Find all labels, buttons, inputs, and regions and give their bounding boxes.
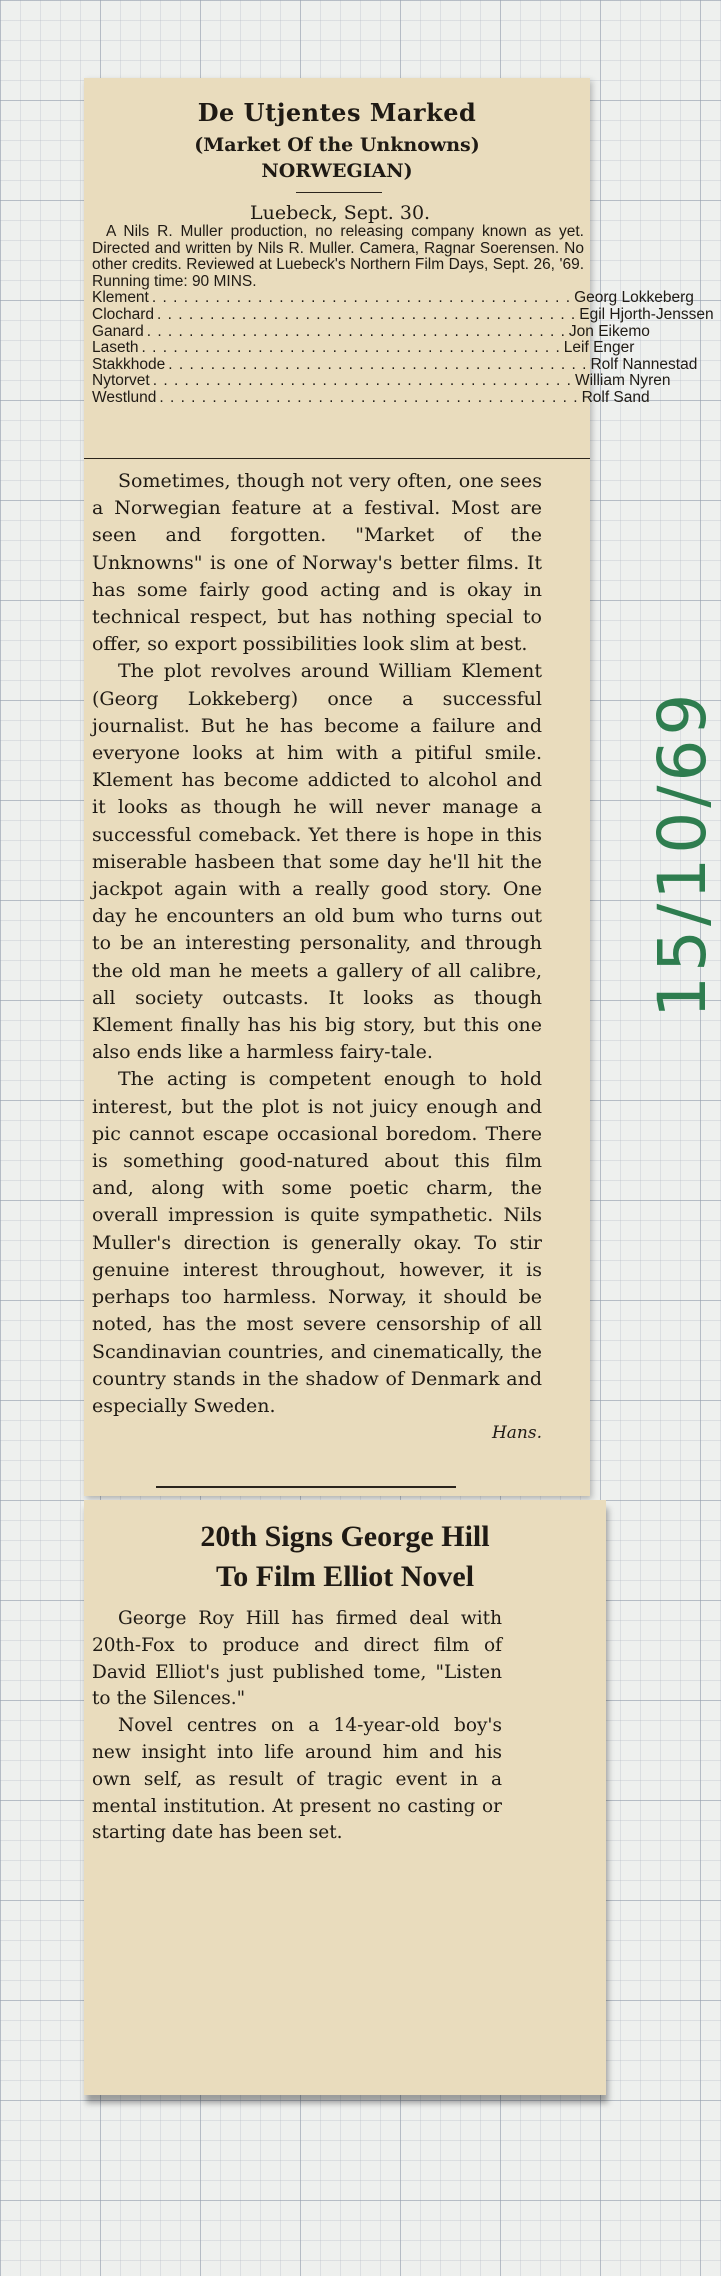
cast-row [92, 372, 671, 390]
credits-text: A Nils R. Muller production, no releasing company known as yet. Directed and written by Nils R. Muller. Camera, Ragnar Soerensen. No other credits. Reviewed at Luebeck's Northern Film Days, Sept. 26, '69. Running time: 90 MINS. [92, 223, 584, 290]
review-subtitle-language: NORWEGIAN) [261, 160, 413, 182]
cast-list [92, 289, 714, 406]
leader-dots [142, 340, 561, 357]
reviewer-signature: Hans. [491, 1423, 542, 1444]
title-divider [296, 192, 382, 193]
cast-row [92, 355, 698, 374]
cast-role: Westlund [92, 388, 157, 406]
cast-actor: Georg Lokkeberg [574, 289, 694, 307]
leader-dots [159, 390, 578, 407]
cast-role: Ganard [92, 322, 144, 340]
cast-actor: Leif Enger [563, 339, 635, 357]
cast-role: Stakkhode [92, 355, 166, 373]
cast-row [92, 289, 694, 307]
cast-actor: Rolf Sand [581, 388, 650, 406]
cast-row [92, 322, 650, 341]
review-title: De Utjentes Marked [197, 98, 477, 127]
dateline: Luebeck, Sept. 30. [250, 202, 431, 224]
news-top-rule [156, 1486, 456, 1488]
cast-actor: Jon Eikemo [568, 322, 650, 340]
review-paragraph: The acting is competent enough to hold interest, but the plot is not juicy enough and pic cannot escape occasional boredom. There is something good-natured about this film and, along with some poetic charm, the overall impression is quite sympathetic. Nils Muller's direction is generally okay. To stir genuine interest throughout, however, it is perhaps too harmless. Norway, it should be noted, has the most severe censorship of all Scandinavian countries, and cinematically, the country stands in the shadow of Denmark and especially Sweden. [92, 1068, 542, 1417]
cast-actor: Rolf Nannestad [590, 355, 698, 373]
cast-role: Clochard [92, 305, 155, 323]
cast-row [92, 388, 650, 407]
review-subtitle-english: (Market Of the Unknowns) [194, 134, 480, 156]
cast-role: Nytorvet [92, 372, 150, 390]
news-paragraph: Novel centres on a 14-year-old boy's new insight into life around him and his own self, as result of tragic event in a mental institution. At present no casting or starting date has been set. [92, 1715, 502, 1844]
leader-dots [147, 324, 566, 341]
credits-block [92, 223, 714, 407]
news-paragraph: George Roy Hill has firmed deal with 20th-Fox to produce and direct film of David Elliot's just published tome, "Listen to the Silences." [92, 1608, 502, 1710]
leader-dots [168, 357, 587, 374]
handwritten-date: 15/10/69 [644, 689, 721, 1018]
review-paragraph: Sometimes, though not very often, one sees a Norwegian feature at a festival. Most are seen and forgotten. "Market of the Unknowns" is one of Norway's better films. It has some fairly good acting and is okay in technical respect, but has nothing special to offer, so export possibilities look slim at best. [92, 470, 542, 656]
section-divider [84, 458, 590, 459]
news-headline-line2: To Film Elliot Novel [215, 1560, 475, 1593]
news-headline-line1: 20th Signs George Hill [200, 1520, 490, 1553]
review-clipping [84, 78, 721, 1496]
news-body [92, 1606, 502, 1847]
cast-actor: Egil Hjorth-Jenssen [579, 305, 714, 323]
review-body [92, 468, 542, 1447]
news-clipping [84, 1500, 606, 2095]
cast-role: Klement [92, 289, 149, 307]
cast-role: Laseth [92, 339, 139, 357]
leader-dots [157, 307, 576, 324]
leader-dots [153, 373, 572, 390]
review-paragraph: The plot revolves around William Klement (Georg Lokkeberg) once a successful journalist. But he has become a failure and everyone looks at him with a pitiful smile. Klement has become addicted to alcohol and it looks as though he will never manage a successful comeback. Yet there is hope in this miserable hasbeen that some day he'll hit the jackpot again with a really good story. One day he encounters an old bum who turns out to be an interesting personality, and through the old man he meets a gallery of all calibre, all society outcasts. It looks as though Klement finally has his big story, but this one also ends like a harmless fairy-tale. [92, 660, 542, 1064]
leader-dots [152, 290, 571, 307]
cast-row [92, 305, 714, 324]
cast-row [92, 339, 635, 357]
cast-actor: William Nyren [574, 372, 671, 390]
